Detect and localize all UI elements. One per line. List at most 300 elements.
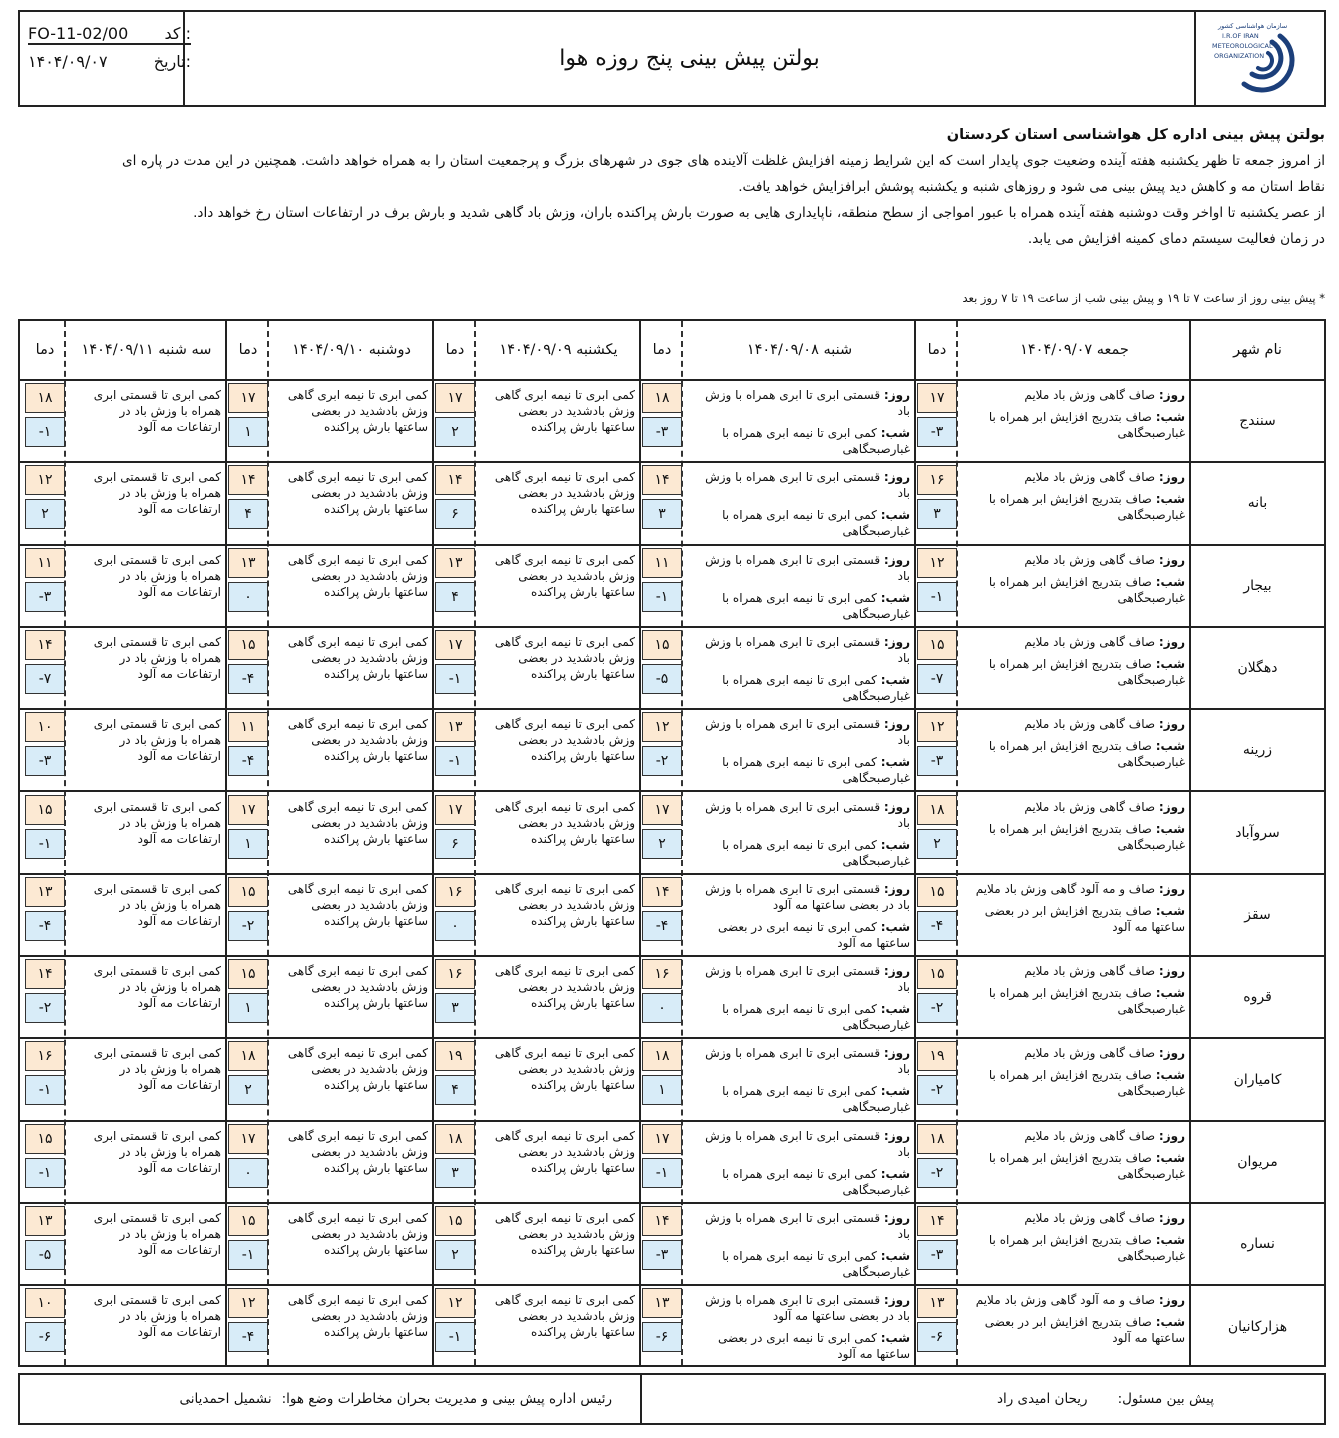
min-temperature: ۱ [228,829,268,859]
max-temperature: ۱۷ [917,383,957,413]
day-2-description [691,1045,910,1115]
max-temperature: ۱۷ [435,795,475,825]
min-temperature: -۶ [917,1322,957,1352]
night-text: صاف بتدریج افزایش ابر همراه با غبارصبحگاهی [988,821,1185,852]
daytime-text: قسمتی ابری تا ابری همراه با وزش باد [705,1211,910,1241]
city-name: دهگلان [1237,660,1278,677]
daytime-text: صاف گاهی وزش باد ملایم [1024,964,1156,979]
night-text: صاف بتدریج افزایش ابر همراه با غبارصبحگاهی [988,574,1185,605]
daytime-label: روز: [1158,634,1185,649]
daytime-forecast [966,799,1185,815]
min-temperature: -۳ [642,1240,682,1270]
max-temperature: ۱۰ [25,1288,65,1318]
night-text: کمی ابری تا نیمه ابری در بعضی ساعتها مه آلود [717,919,910,950]
max-temperature: ۱۴ [25,959,65,989]
night-label: شب: [880,919,910,934]
max-temperature: ۱۳ [25,1206,65,1236]
day-5-description: کمی ابری تا قسمتی ابری همراه با وزش باد در ارتفاعات مه آلود [93,799,221,846]
summary-title: بولتن پیش بینی اداره کل هواشناسی استان کردستان [946,127,1325,143]
night-label: شب: [880,837,910,852]
daytime-label: روز: [883,717,910,732]
city-forecast-row [20,875,1324,957]
min-temperature: ۰ [642,993,682,1023]
forecaster-name: ریحان امیدی راد [996,1391,1088,1407]
max-temperature: ۱۲ [228,1288,268,1318]
min-temperature: -۴ [228,1322,268,1352]
daytime-label: روز: [1158,717,1185,732]
max-temperature: ۱۴ [917,1206,957,1236]
daytime-text: قسمتی ابری تا ابری همراه با وزش باد [705,964,910,995]
daytime-text: صاف گاهی وزش باد ملایم [1024,388,1156,402]
night-label: شب: [1155,574,1185,589]
max-temperature: ۱۸ [25,383,65,413]
night-forecast [966,1067,1185,1099]
day-4-description: کمی ابری تا نیمه ابری گاهی وزش بادشدید در بعضی ساعتها بارش پراکنده [287,470,428,517]
day-2-description [691,469,910,539]
night-label: شب: [880,672,910,687]
night-forecast [691,507,910,539]
min-temperature: -۱ [25,1158,65,1188]
city-forecast-row [20,381,1324,463]
min-temperature: -۱ [435,664,475,694]
max-temperature: ۱۸ [917,1124,957,1154]
night-text: کمی ابری تا نیمه ابری در بعضی ساعتها مه آلود [717,1331,910,1362]
max-temperature: ۱۶ [435,959,475,989]
max-temperature: ۱۳ [917,1288,957,1318]
day-2-description [691,881,910,951]
max-temperature: ۱۹ [917,1041,957,1071]
min-temperature: ۴ [435,1075,475,1105]
daytime-label: روز: [1158,388,1185,402]
head-label: رئیس اداره پیش بینی و مدیریت بحران مخاطرات وضع هوا: [281,1391,612,1407]
max-temperature: ۱۳ [435,548,475,578]
day-1-description [966,387,1185,441]
daytime-label: روز: [883,799,910,814]
daytime-forecast [691,469,910,501]
city-name: سنندج [1239,413,1276,430]
temp-column-header: دما [652,342,672,358]
night-forecast [966,574,1185,606]
code-value: FO-11-02/00 [28,24,129,43]
day-5-description: کمی ابری تا قسمتی ابری همراه با وزش باد در ارتفاعات مه آلود [93,717,221,764]
min-temperature: -۷ [25,664,65,694]
min-temperature: -۲ [917,993,957,1023]
min-temperature: -۵ [25,1240,65,1270]
min-temperature: -۳ [917,417,957,447]
day-1-description [966,963,1185,1017]
max-temperature: ۱۵ [228,630,268,660]
daytime-forecast [966,1128,1185,1144]
night-forecast [966,985,1185,1017]
min-temperature: ۱ [228,417,268,447]
max-temperature: ۱۷ [228,383,268,413]
head-block [20,1375,640,1423]
min-temperature: ۲ [435,417,475,447]
day-column-header: دوشنبه ۱۴۰۴/۰۹/۱۰ [292,342,411,358]
daytime-forecast [966,881,1185,897]
day-4-description: کمی ابری تا نیمه ابری گاهی وزش بادشدید در بعضی ساعتها بارش پراکنده [287,1128,428,1175]
daytime-forecast [691,799,910,831]
night-forecast [691,425,910,457]
day-5-description: کمی ابری تا قسمتی ابری همراه با وزش باد در ارتفاعات مه آلود [93,388,221,434]
max-temperature: ۱۶ [642,959,682,989]
daytime-label: روز: [1158,1293,1185,1308]
day-1-description [966,634,1185,688]
daytime-text: قسمتی ابری تا ابری همراه با وزش باد [705,470,910,501]
max-temperature: ۱۷ [642,1124,682,1154]
city-name: بانه [1247,495,1268,512]
max-temperature: ۱۵ [435,1206,475,1236]
min-temperature: -۲ [228,911,268,941]
night-forecast [966,1150,1185,1182]
min-temperature: -۲ [642,746,682,776]
bulletin-header [18,10,1326,107]
day-3-description: کمی ابری تا نیمه ابری گاهی وزش بادشدید در بعضی ساعتها بارش پراکنده [494,1046,635,1093]
document-code-box [20,12,191,105]
city-name: بیجار [1243,577,1272,594]
daytime-text: قسمتی ابری تا ابری همراه با وزش باد [705,1046,910,1077]
max-temperature: ۱۴ [435,465,475,495]
daytime-text: صاف گاهی وزش باد ملایم [1024,1128,1156,1143]
max-temperature: ۱۵ [228,959,268,989]
day-5-description: کمی ابری تا قسمتی ابری همراه با وزش باد در ارتفاعات مه آلود [93,552,221,599]
night-label: شب: [1155,1068,1185,1083]
daytime-text: قسمتی ابری تا ابری همراه با وزش باد در بعضی ساعتها مه آلود [705,881,910,912]
night-label: شب: [880,755,910,770]
daytime-forecast [691,1292,910,1324]
city-name: سقز [1244,906,1271,923]
night-text: کمی ابری تا نیمه ابری همراه با غبارصبحگاهی [722,426,910,456]
daytime-forecast [966,387,1185,403]
night-text: صاف بتدریج افزایش ابر در بعضی ساعتها مه آلود [984,1315,1185,1346]
daytime-label: روز: [883,1128,910,1143]
min-temperature: -۶ [25,1322,65,1352]
min-temperature: ۲ [228,1075,268,1105]
min-temperature: -۱ [642,1158,682,1188]
night-forecast [691,590,910,622]
max-temperature: ۱۱ [25,548,65,578]
night-text: کمی ابری تا نیمه ابری همراه با غبارصبحگاهی [722,1166,910,1197]
max-temperature: ۱۳ [642,1288,682,1318]
max-temperature: ۱۹ [435,1041,475,1071]
daytime-text: قسمتی ابری تا ابری همراه با وزش باد [705,799,910,830]
night-text: کمی ابری تا نیمه ابری همراه با غبارصبحگاهی [722,1002,910,1033]
night-label: شب: [880,1331,910,1346]
daytime-forecast [966,1210,1185,1226]
city-name: نساره [1240,1236,1275,1253]
max-temperature: ۱۸ [228,1041,268,1071]
night-label: شب: [1155,821,1185,836]
min-temperature: ۳ [642,499,682,529]
night-label: شب: [1155,492,1185,507]
daytime-text: صاف گاهی وزش باد ملایم [1024,1211,1156,1225]
min-temperature: -۲ [917,1158,957,1188]
max-temperature: ۱۴ [642,465,682,495]
min-temperature: ۳ [917,499,957,529]
min-temperature: ۳ [435,993,475,1023]
max-temperature: ۱۷ [228,1124,268,1154]
daytime-text: صاف گاهی وزش باد ملایم [1024,552,1156,567]
daytime-text: صاف و مه آلود گاهی وزش باد ملایم [975,881,1156,896]
daytime-label: روز: [883,964,910,979]
daytime-text: قسمتی ابری تا ابری همراه با وزش باد [705,717,910,748]
daytime-label: روز: [1158,964,1185,979]
night-text: صاف بتدریج افزایش ابر همراه با غبارصبحگاهی [988,739,1185,770]
night-forecast [691,672,910,704]
night-forecast [691,1001,910,1033]
max-temperature: ۱۸ [642,1041,682,1071]
night-forecast [691,1248,910,1280]
code-label: کد : [164,24,191,43]
max-temperature: ۱۷ [435,630,475,660]
day-5-description: کمی ابری تا قسمتی ابری همراه با وزش باد در ارتفاعات مه آلود [93,470,221,517]
min-temperature: ۰ [228,1158,268,1188]
min-temperature: ۱ [642,1075,682,1105]
daytime-label: روز: [883,881,910,896]
city-forecast-row [20,1039,1324,1121]
daytime-text: قسمتی ابری تا ابری همراه با وزش باد در بعضی ساعتها مه آلود [705,1293,910,1324]
night-text: کمی ابری تا نیمه ابری همراه با غبارصبحگاهی [722,590,910,621]
day-2-description [691,1292,910,1362]
day-column-header: جمعه ۱۴۰۴/۰۹/۰۷ [1020,342,1129,358]
date-label: تاریخ: [153,52,191,71]
min-temperature: -۴ [642,911,682,941]
daytime-forecast [691,881,910,913]
daytime-text: قسمتی ابری تا ابری همراه با وزش باد [705,634,910,665]
logo-text-fa: سازمان هواشناسی کشور [1218,22,1288,30]
min-temperature: -۱ [435,1322,475,1352]
min-temperature: -۳ [25,746,65,776]
max-temperature: ۱۵ [917,630,957,660]
day-2-description [691,552,910,622]
night-text: صاف بتدریج افزایش ابر در بعضی ساعتها مه آلود [984,903,1185,934]
night-label: شب: [880,426,910,440]
night-forecast [966,903,1185,935]
daytime-label: روز: [883,388,910,402]
city-name: زرینه [1242,742,1273,759]
night-text: صاف بتدریج افزایش ابر همراه با غبارصبحگاهی [988,1233,1185,1263]
day-3-description: کمی ابری تا نیمه ابری گاهی وزش بادشدید در بعضی ساعتها بارش پراکنده [494,552,635,599]
night-label: شب: [1155,410,1185,424]
daytime-forecast [691,387,910,419]
max-temperature: ۱۳ [25,877,65,907]
day-5-description: کمی ابری تا قسمتی ابری همراه با وزش باد در ارتفاعات مه آلود [93,634,221,681]
bulletin-title: بولتن پیش بینی پنج روزه هوا [559,46,820,71]
day-4-description: کمی ابری تا نیمه ابری گاهی وزش بادشدید در بعضی ساعتها بارش پراکنده [287,1211,428,1257]
max-temperature: ۱۲ [917,712,957,742]
daytime-forecast [691,634,910,666]
day-3-description: کمی ابری تا نیمه ابری گاهی وزش بادشدید در بعضی ساعتها بارش پراکنده [494,799,635,846]
day-3-description: کمی ابری تا نیمه ابری گاهی وزش بادشدید در بعضی ساعتها بارش پراکنده [494,1293,635,1340]
daytime-label: روز: [1158,1211,1185,1225]
night-label: شب: [880,1084,910,1099]
day-4-description: کمی ابری تا نیمه ابری گاهی وزش بادشدید در بعضی ساعتها بارش پراکنده [287,1046,428,1093]
night-forecast [691,1330,910,1362]
min-temperature: -۱ [25,417,65,447]
min-temperature: -۱ [435,746,475,776]
logo-text-iran: I.R.OF IRAN [1222,32,1259,40]
city-forecast-row [20,793,1324,875]
day-3-description: کمی ابری تا نیمه ابری گاهی وزش بادشدید در بعضی ساعتها بارش پراکنده [494,634,635,681]
temp-column-header: دما [445,342,465,358]
night-forecast [691,754,910,786]
min-temperature: ۴ [435,582,475,612]
min-temperature: -۵ [642,664,682,694]
min-temperature: -۳ [917,746,957,776]
day-2-description [691,1128,910,1198]
night-label: شب: [880,1249,910,1263]
max-temperature: ۱۴ [25,630,65,660]
max-temperature: ۱۲ [435,1288,475,1318]
day-1-description [966,881,1185,935]
max-temperature: ۱۲ [25,465,65,495]
night-forecast [966,1232,1185,1264]
night-text: کمی ابری تا نیمه ابری همراه با غبارصبحگاهی [722,1249,910,1279]
forecaster-label: پیش بین مسئول: [1117,1391,1214,1407]
night-label: شب: [1155,986,1185,1001]
night-text: صاف بتدریج افزایش ابر همراه با غبارصبحگاهی [988,410,1185,440]
daytime-label: روز: [1158,1046,1185,1061]
min-temperature: ۲ [25,499,65,529]
day-3-description: کمی ابری تا نیمه ابری گاهی وزش بادشدید در بعضی ساعتها بارش پراکنده [494,1211,635,1257]
daytime-label: روز: [1158,799,1185,814]
city-forecast-row [20,546,1324,628]
daytime-forecast [966,469,1185,485]
daytime-text: قسمتی ابری تا ابری همراه با وزش باد [705,388,910,418]
night-text: صاف بتدریج افزایش ابر همراه با غبارصبحگاهی [988,986,1185,1017]
daytime-forecast [966,1045,1185,1061]
max-temperature: ۱۸ [642,383,682,413]
day-5-description: کمی ابری تا قسمتی ابری همراه با وزش باد در ارتفاعات مه آلود [93,1128,221,1175]
table-header-row [20,321,1324,381]
max-temperature: ۱۳ [228,548,268,578]
max-temperature: ۱۵ [228,877,268,907]
min-temperature: -۲ [917,1075,957,1105]
day-4-description: کمی ابری تا نیمه ابری گاهی وزش بادشدید در بعضی ساعتها بارش پراکنده [287,799,428,846]
max-temperature: ۱۳ [435,712,475,742]
daytime-forecast [966,963,1185,979]
day-1-description [966,1128,1185,1182]
daytime-label: روز: [883,552,910,567]
daytime-label: روز: [883,634,910,649]
max-temperature: ۱۱ [228,712,268,742]
night-forecast [966,491,1185,523]
city-forecast-row [20,957,1324,1039]
night-forecast [966,1314,1185,1346]
day-4-description: کمی ابری تا نیمه ابری گاهی وزش بادشدید در بعضی ساعتها بارش پراکنده [287,881,428,928]
day-5-description: کمی ابری تا قسمتی ابری همراه با وزش باد در ارتفاعات مه آلود [93,881,221,928]
day-4-description: کمی ابری تا نیمه ابری گاهی وزش بادشدید در بعضی ساعتها بارش پراکنده [287,552,428,599]
max-temperature: ۱۶ [435,877,475,907]
city-column-header: نام شهر [1233,342,1282,358]
day-2-description [691,716,910,786]
day-5-description: کمی ابری تا قسمتی ابری همراه با وزش باد در ارتفاعات مه آلود [93,964,221,1011]
day-5-description: کمی ابری تا قسمتی ابری همراه با وزش باد در ارتفاعات مه آلود [93,1211,221,1257]
night-label: شب: [880,1166,910,1181]
day-2-description [691,634,910,704]
max-temperature: ۱۷ [642,795,682,825]
max-temperature: ۱۱ [642,548,682,578]
night-text: کمی ابری تا نیمه ابری همراه با غبارصبحگاهی [722,672,910,703]
night-forecast [966,738,1185,770]
daytime-forecast [966,552,1185,568]
day-column-header: یکشنبه ۱۴۰۴/۰۹/۰۹ [499,342,618,358]
day-1-description [966,799,1185,853]
forecast-summary [40,122,1325,252]
day-1-description [966,1292,1185,1346]
max-temperature: ۱۸ [917,795,957,825]
max-temperature: ۱۷ [228,795,268,825]
max-temperature: ۱۵ [642,630,682,660]
day-2-description [691,963,910,1033]
min-temperature: -۷ [917,664,957,694]
day-4-description: کمی ابری تا نیمه ابری گاهی وزش بادشدید در بعضی ساعتها بارش پراکنده [287,634,428,681]
city-forecast-row [20,1122,1324,1204]
min-temperature: -۱ [25,1075,65,1105]
day-2-description [691,1210,910,1280]
night-label: شب: [1155,1315,1185,1330]
day-1-description [966,716,1185,770]
min-temperature: -۳ [917,1240,957,1270]
city-name: هزارکانیان [1227,1319,1288,1336]
daytime-forecast [691,1128,910,1160]
forecaster-block [638,1375,1324,1423]
min-temperature: ۶ [435,829,475,859]
city-forecast-row [20,628,1324,710]
min-temperature: ۲ [642,829,682,859]
night-label: شب: [1155,1150,1185,1165]
daytime-text: قسمتی ابری تا ابری همراه با وزش باد [705,1128,910,1159]
day-column-header: شنبه ۱۴۰۴/۰۹/۰۸ [746,342,853,358]
daytime-label: روز: [883,1293,910,1308]
max-temperature: ۱۷ [435,383,475,413]
daytime-forecast [966,1292,1185,1308]
daytime-label: روز: [883,1211,910,1225]
min-temperature: -۱ [917,582,957,612]
min-temperature: -۴ [25,911,65,941]
min-temperature: -۴ [228,746,268,776]
night-forecast [691,837,910,869]
city-forecast-row [20,1286,1324,1368]
min-temperature: ۰ [435,911,475,941]
max-temperature: ۱۶ [917,465,957,495]
date-value: ۱۴۰۴/۰۹/۰۷ [28,52,108,71]
min-temperature: -۱ [642,582,682,612]
night-forecast [691,1166,910,1198]
night-text: صاف بتدریج افزایش ابر همراه با غبارصبحگاهی [988,1150,1185,1181]
min-temperature: -۳ [25,582,65,612]
day-2-description [691,799,910,869]
daytime-forecast [691,1210,910,1242]
daytime-text: صاف گاهی وزش باد ملایم [1024,634,1156,649]
night-text: کمی ابری تا نیمه ابری همراه با غبارصبحگاهی [722,1084,910,1115]
day-3-description: کمی ابری تا نیمه ابری گاهی وزش بادشدید در بعضی ساعتها بارش پراکنده [494,388,635,434]
night-text: صاف بتدریج افزایش ابر همراه با غبارصبحگاهی [988,492,1185,523]
night-forecast [691,919,910,951]
day-3-description: کمی ابری تا نیمه ابری گاهی وزش بادشدید در بعضی ساعتها بارش پراکنده [494,964,635,1011]
night-text: صاف بتدریج افزایش ابر همراه با غبارصبحگاهی [988,656,1185,687]
min-temperature: ۴ [228,499,268,529]
daytime-label: روز: [1158,1128,1185,1143]
city-name: مریوان [1237,1153,1278,1170]
min-temperature: -۴ [917,911,957,941]
day-1-description [966,1210,1185,1264]
daytime-label: روز: [883,1046,910,1061]
temp-column-header: دما [927,342,947,358]
temp-column-header: دما [35,342,55,358]
min-temperature: ۰ [228,582,268,612]
max-temperature: ۱۶ [25,1041,65,1071]
